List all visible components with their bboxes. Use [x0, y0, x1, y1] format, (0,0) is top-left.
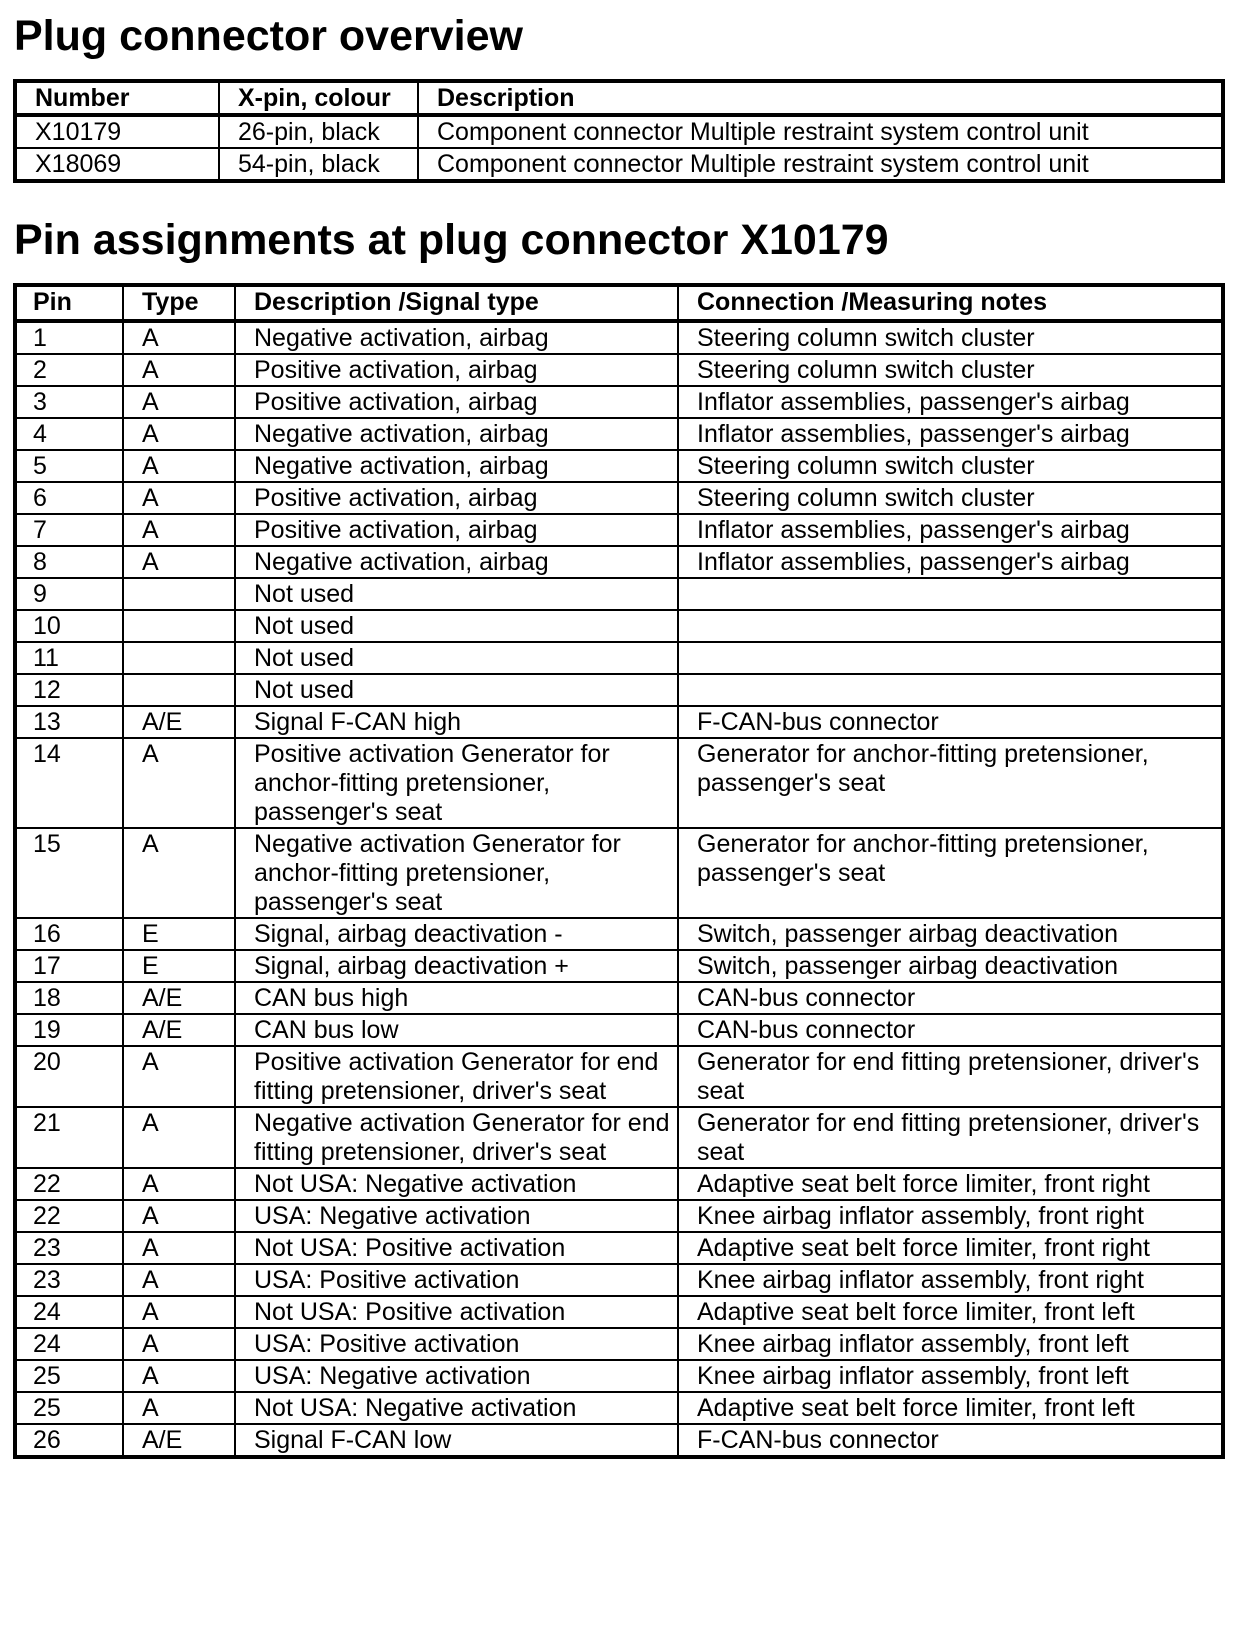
table-row	[15, 354, 1223, 386]
cell-signal-description: Positive activation Generator for end fitting pretensioner, driver's seat	[235, 1046, 678, 1107]
table-row	[15, 1424, 1223, 1457]
cell-signal-description: Signal F-CAN low	[235, 1424, 678, 1457]
table-row	[15, 1264, 1223, 1296]
cell-type: A	[123, 1200, 235, 1232]
cell-type: A	[123, 321, 235, 354]
table-row	[15, 1014, 1223, 1046]
cell-type: A	[123, 1107, 235, 1168]
cell-type: A	[123, 1046, 235, 1107]
cell-signal-description: Signal F-CAN high	[235, 706, 678, 738]
table-row	[15, 982, 1223, 1014]
cell-connection-notes: Adaptive seat belt force limiter, front right	[678, 1168, 1223, 1200]
cell-type: A	[123, 1296, 235, 1328]
cell-signal-description: Negative activation, airbag	[235, 418, 678, 450]
cell-connection-notes	[678, 578, 1223, 610]
cell-connection-notes: Adaptive seat belt force limiter, front left	[678, 1392, 1223, 1424]
cell-connection-notes: Generator for anchor-fitting pretensioner, passenger's seat	[678, 828, 1223, 918]
cell-signal-description: Negative activation Generator for end fitting pretensioner, driver's seat	[235, 1107, 678, 1168]
cell-signal-description: Negative activation, airbag	[235, 321, 678, 354]
cell-pin: 23	[15, 1232, 123, 1264]
table-row	[15, 450, 1223, 482]
cell-pin: 25	[15, 1360, 123, 1392]
table-row	[15, 1107, 1223, 1168]
cell-signal-description: Not used	[235, 674, 678, 706]
cell-connection-notes: Inflator assemblies, passenger's airbag	[678, 386, 1223, 418]
cell-type	[123, 642, 235, 674]
pin-assignments-title: Pin assignments at plug connector X10179	[14, 216, 889, 264]
cell-signal-description: Not USA: Negative activation	[235, 1392, 678, 1424]
table-row	[15, 514, 1223, 546]
cell-description: Component connector Multiple restraint system control unit	[418, 148, 1223, 181]
cell-signal-description: Not used	[235, 578, 678, 610]
cell-type: A	[123, 354, 235, 386]
cell-signal-description: Signal, airbag deactivation -	[235, 918, 678, 950]
cell-signal-description: Not used	[235, 642, 678, 674]
cell-signal-description: USA: Positive activation	[235, 1328, 678, 1360]
cell-type	[123, 578, 235, 610]
table-row	[15, 1200, 1223, 1232]
cell-pin: 10	[15, 610, 123, 642]
cell-pin: 23	[15, 1264, 123, 1296]
table-row	[15, 321, 1223, 354]
cell-type: A	[123, 828, 235, 918]
cell-connection-notes: Switch, passenger airbag deactivation	[678, 950, 1223, 982]
cell-type: A	[123, 450, 235, 482]
header-description: Description	[418, 81, 1223, 115]
cell-connection-notes: Inflator assemblies, passenger's airbag	[678, 546, 1223, 578]
cell-signal-description: Positive activation Generator for anchor-fitting pretensioner, passenger's seat	[235, 738, 678, 828]
cell-signal-description: Not USA: Positive activation	[235, 1232, 678, 1264]
cell-connection-notes: Inflator assemblies, passenger's airbag	[678, 514, 1223, 546]
table-row	[15, 546, 1223, 578]
cell-connection-notes: F-CAN-bus connector	[678, 1424, 1223, 1457]
table-row	[15, 1328, 1223, 1360]
header-type: Type	[123, 285, 235, 321]
cell-connection-notes: Knee airbag inflator assembly, front right	[678, 1264, 1223, 1296]
cell-pin: 22	[15, 1168, 123, 1200]
table-row	[15, 148, 1223, 181]
cell-signal-description: USA: Negative activation	[235, 1200, 678, 1232]
cell-signal-description: Negative activation Generator for anchor-fitting pretensioner, passenger's seat	[235, 828, 678, 918]
table-row	[15, 1392, 1223, 1424]
cell-signal-description: USA: Positive activation	[235, 1264, 678, 1296]
cell-connection-notes: Steering column switch cluster	[678, 321, 1223, 354]
cell-number: X10179	[15, 115, 219, 148]
cell-type: A	[123, 1232, 235, 1264]
cell-connection-notes: CAN-bus connector	[678, 1014, 1223, 1046]
cell-number: X18069	[15, 148, 219, 181]
table-row	[15, 950, 1223, 982]
cell-type: A	[123, 1392, 235, 1424]
cell-type: A/E	[123, 1424, 235, 1457]
cell-connection-notes	[678, 674, 1223, 706]
table-row	[15, 115, 1223, 148]
cell-pin: 2	[15, 354, 123, 386]
cell-pin: 25	[15, 1392, 123, 1424]
table-header-row	[15, 285, 1223, 321]
cell-pin: 19	[15, 1014, 123, 1046]
cell-type: A	[123, 1264, 235, 1296]
cell-connection-notes: Adaptive seat belt force limiter, front left	[678, 1296, 1223, 1328]
cell-signal-description: Positive activation, airbag	[235, 354, 678, 386]
cell-pin: 24	[15, 1296, 123, 1328]
table-row	[15, 706, 1223, 738]
cell-signal-description: Negative activation, airbag	[235, 450, 678, 482]
cell-signal-description: CAN bus high	[235, 982, 678, 1014]
cell-pin: 9	[15, 578, 123, 610]
cell-pin: 24	[15, 1328, 123, 1360]
cell-type: A/E	[123, 1014, 235, 1046]
cell-pin: 8	[15, 546, 123, 578]
table-header-row	[15, 81, 1223, 115]
cell-connection-notes: Generator for anchor-fitting pretensioner, passenger's seat	[678, 738, 1223, 828]
cell-connection-notes: Knee airbag inflator assembly, front right	[678, 1200, 1223, 1232]
table-row	[15, 418, 1223, 450]
table-row	[15, 828, 1223, 918]
cell-type: A	[123, 1328, 235, 1360]
cell-type: A	[123, 1360, 235, 1392]
cell-connection-notes: Knee airbag inflator assembly, front left	[678, 1360, 1223, 1392]
cell-pin: 3	[15, 386, 123, 418]
header-connection-notes: Connection /Measuring notes	[678, 285, 1223, 321]
cell-pin: 13	[15, 706, 123, 738]
table-row	[15, 578, 1223, 610]
cell-connection-notes: Generator for end fitting pretensioner, driver's seat	[678, 1046, 1223, 1107]
table-row	[15, 1360, 1223, 1392]
cell-pin: 26	[15, 1424, 123, 1457]
cell-pin: 12	[15, 674, 123, 706]
cell-type: E	[123, 950, 235, 982]
header-number: Number	[15, 81, 219, 115]
cell-connection-notes: Switch, passenger airbag deactivation	[678, 918, 1223, 950]
cell-pin: 5	[15, 450, 123, 482]
cell-connection-notes: F-CAN-bus connector	[678, 706, 1223, 738]
cell-xpin-colour: 26-pin, black	[219, 115, 418, 148]
table-row	[15, 642, 1223, 674]
table-row	[15, 674, 1223, 706]
cell-pin: 6	[15, 482, 123, 514]
cell-pin: 20	[15, 1046, 123, 1107]
cell-signal-description: Not used	[235, 610, 678, 642]
cell-type: A	[123, 514, 235, 546]
table-row	[15, 610, 1223, 642]
cell-signal-description: Negative activation, airbag	[235, 546, 678, 578]
table-row	[15, 482, 1223, 514]
pin-assignments-table	[13, 283, 1225, 1459]
header-description-signal: Description /Signal type	[235, 285, 678, 321]
cell-pin: 15	[15, 828, 123, 918]
header-pin: Pin	[15, 285, 123, 321]
cell-signal-description: Positive activation, airbag	[235, 482, 678, 514]
cell-signal-description: Not USA: Negative activation	[235, 1168, 678, 1200]
cell-pin: 1	[15, 321, 123, 354]
table-row	[15, 1296, 1223, 1328]
cell-type: A	[123, 1168, 235, 1200]
cell-type: A/E	[123, 982, 235, 1014]
cell-xpin-colour: 54-pin, black	[219, 148, 418, 181]
cell-connection-notes	[678, 642, 1223, 674]
cell-pin: 4	[15, 418, 123, 450]
cell-type: A	[123, 418, 235, 450]
cell-connection-notes: CAN-bus connector	[678, 982, 1223, 1014]
cell-signal-description: Not USA: Positive activation	[235, 1296, 678, 1328]
cell-pin: 17	[15, 950, 123, 982]
cell-type: A	[123, 482, 235, 514]
header-xpin-colour: X-pin, colour	[219, 81, 418, 115]
cell-pin: 22	[15, 1200, 123, 1232]
table-row	[15, 738, 1223, 828]
cell-connection-notes: Steering column switch cluster	[678, 354, 1223, 386]
cell-type	[123, 674, 235, 706]
cell-description: Component connector Multiple restraint system control unit	[418, 115, 1223, 148]
cell-pin: 7	[15, 514, 123, 546]
cell-connection-notes: Generator for end fitting pretensioner, driver's seat	[678, 1107, 1223, 1168]
cell-signal-description: CAN bus low	[235, 1014, 678, 1046]
cell-connection-notes: Inflator assemblies, passenger's airbag	[678, 418, 1223, 450]
cell-signal-description: USA: Negative activation	[235, 1360, 678, 1392]
table-row	[15, 386, 1223, 418]
cell-connection-notes: Knee airbag inflator assembly, front left	[678, 1328, 1223, 1360]
cell-pin: 18	[15, 982, 123, 1014]
cell-type: A	[123, 738, 235, 828]
cell-pin: 21	[15, 1107, 123, 1168]
cell-type: A/E	[123, 706, 235, 738]
cell-connection-notes: Adaptive seat belt force limiter, front right	[678, 1232, 1223, 1264]
table-row	[15, 1168, 1223, 1200]
cell-type	[123, 610, 235, 642]
cell-signal-description: Signal, airbag deactivation +	[235, 950, 678, 982]
cell-signal-description: Positive activation, airbag	[235, 386, 678, 418]
table-row	[15, 1232, 1223, 1264]
table-row	[15, 1046, 1223, 1107]
cell-signal-description: Positive activation, airbag	[235, 514, 678, 546]
cell-connection-notes: Steering column switch cluster	[678, 450, 1223, 482]
overview-title: Plug connector overview	[14, 12, 523, 60]
cell-pin: 16	[15, 918, 123, 950]
connector-overview-table	[13, 79, 1225, 183]
cell-type: A	[123, 546, 235, 578]
cell-connection-notes	[678, 610, 1223, 642]
cell-type: E	[123, 918, 235, 950]
cell-pin: 14	[15, 738, 123, 828]
cell-type: A	[123, 386, 235, 418]
table-row	[15, 918, 1223, 950]
cell-pin: 11	[15, 642, 123, 674]
cell-connection-notes: Steering column switch cluster	[678, 482, 1223, 514]
